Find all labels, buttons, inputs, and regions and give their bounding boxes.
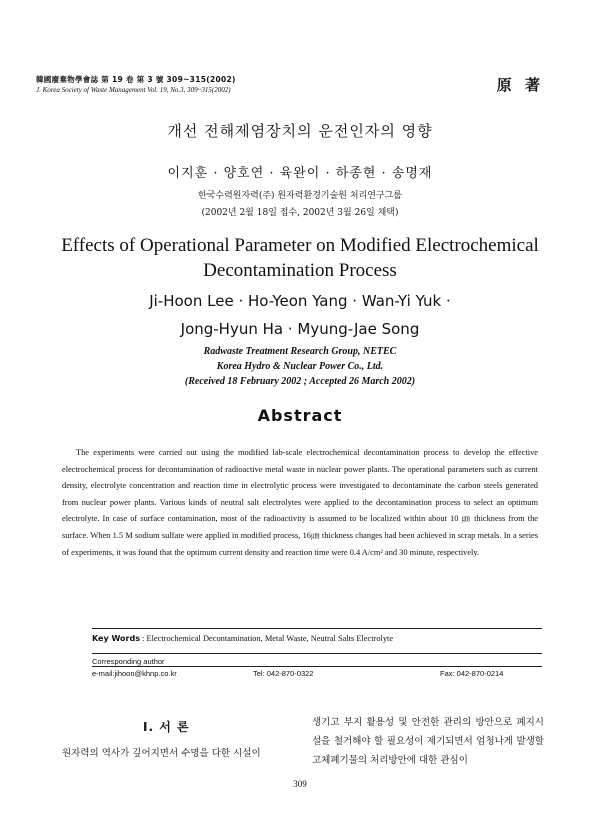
corresponding-email: e-mail:jihoon@khnp.co.kr xyxy=(92,669,177,678)
corresponding-author-label: Corresponding author xyxy=(92,657,165,666)
korean-affiliation: 한국수력원자력(주) 원자력환경기술원 처리연구그룹 xyxy=(197,191,402,201)
corresponding-fax: Fax: 042-870-0214 xyxy=(440,669,504,678)
english-affiliation-line1: Radwaste Treatment Research Group, NETEC xyxy=(203,346,397,357)
korean-dates: (2002년 2월 18일 접수, 2002년 3월 26일 채택) xyxy=(201,208,399,218)
english-authors-line1: Ji-Hoon Lee · Ho-Yeon Yang · Wan-Yi Yuk · xyxy=(149,292,451,310)
keywords-top-rule xyxy=(92,628,542,629)
body-left-column: 원자력의 역사가 깊어지면서 수명을 다한 시설이 xyxy=(62,748,261,759)
english-affiliation-line2: Korea Hydro & Nuclear Power Co., Ltd. xyxy=(216,361,384,372)
abstract-text: The experiments were carried out using the modified lab-scale electrochemical decontamination process to develop the effective electrochemical process for decontamination of radioactive metal waste in nuclear power plants. The operational parameters such as current density, electrolyte concentration and reaction time in electrolytic process were investigated to decontaminate the carbon steels generated from nuclear power plants. Various kinds of neutral salt electrolytes were applied to the decontamination process to select an optimum electrolyte. In case of surface contamination, most of the radioactivity is assumed to be localized within about 10 ㎛ thickness from the surface. When 1.5 M sodium sulfate were applied in modified process, 16㎛ thickness changes had been achieved in scrap metals. In a series of experiments, it was found that the optimum current density and reaction time were 0.4 A/cm² and 30 minute, respectively. xyxy=(62,448,538,557)
page-number: 309 xyxy=(293,779,307,789)
keywords-label: Key Words xyxy=(92,634,140,643)
english-dates: (Received 18 February 2002 ; Accepted 26 March 2002) xyxy=(184,376,416,387)
english-title-line2: Decontamination Process xyxy=(203,260,397,281)
journal-citation-korean: 韓國廢棄物學會誌 第 19 卷 第 3 號 309~315(2002) xyxy=(36,75,236,84)
article-type-label: 原 著 xyxy=(496,76,544,94)
keywords-line xyxy=(92,634,393,643)
keywords-bottom-rule xyxy=(92,653,542,654)
abstract-heading: Abstract xyxy=(257,406,343,425)
section-heading-introduction: Ⅰ. 서 론 xyxy=(143,720,190,734)
corresponding-tel: Tel: 042-870-0322 xyxy=(253,669,314,678)
body-right-column: 생기고 부지 활용성 및 안전한 관리의 방안으로 폐지시설을 철거해야 할 필요성이 제기되면서 엄청나게 발생할 고체폐기물의 처리방안에 대한 관심이 xyxy=(312,717,544,766)
keywords-text: : Electrochemical Decontamination, Metal Waste, Neutral Salts Electrolyte xyxy=(139,634,394,643)
english-authors-line2: Jong-Hyun Ha · Myung-Jae Song xyxy=(180,320,420,338)
english-title-line1: Effects of Operational Parameter on Modified Electrochemical xyxy=(61,235,539,256)
corresponding-rule xyxy=(92,666,542,667)
korean-authors: 이지훈 · 양호연 · 육완이 · 하종현 · 송명재 xyxy=(167,166,433,181)
journal-citation-english: J. Korea Society of Waste Management Vol. 19, No.3, 309~315(2002) xyxy=(36,86,231,94)
korean-title: 개선 전해제염장치의 운전인자의 영향 xyxy=(167,122,433,140)
english-title xyxy=(0,233,600,283)
